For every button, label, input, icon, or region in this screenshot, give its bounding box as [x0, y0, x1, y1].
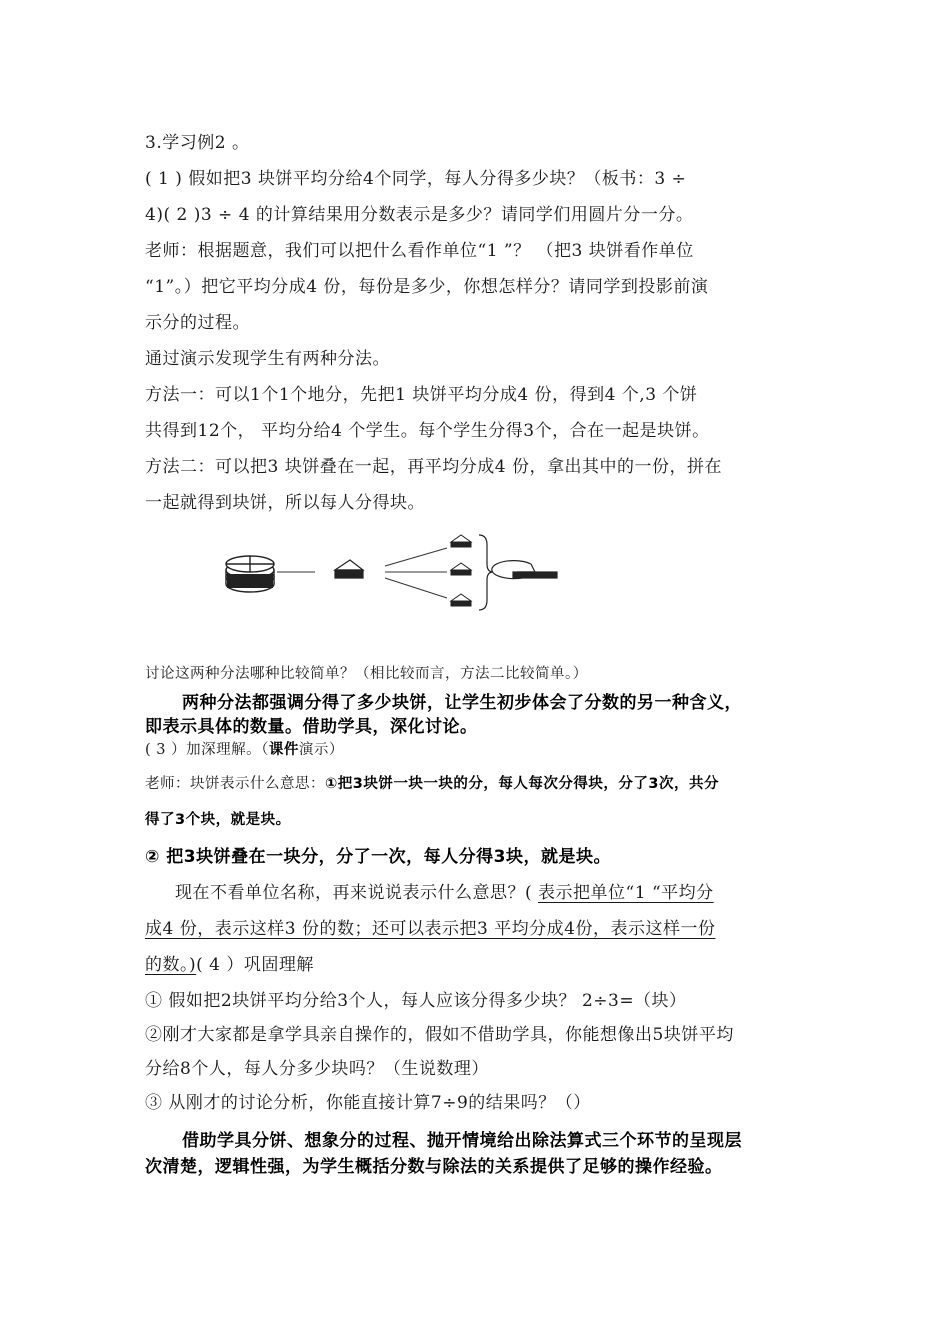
answer-one-start: ①把3块饼一块一块的分，每人每次分得块，分了3次，共分: [325, 776, 719, 792]
teacher-question: 老师：块饼表示什么意思：: [145, 776, 325, 792]
step-three-label: ( 3 ）加深理解。（: [145, 742, 269, 758]
section-heading: 3.学习例2 。: [145, 133, 250, 153]
single-slice-icon: [451, 535, 471, 606]
meaning-question: 现在不看单位名称，再来说说表示什么意思？(: [175, 883, 539, 903]
bold-comment-line: 即表示具体的数量。借助学具，深化讨论。: [145, 717, 478, 737]
discussion-line: 讨论这两种分法哪种比较简单？（相比较而言，方法二比较简单。）: [145, 666, 588, 682]
exercise-three: ③ 从刚才的讨论分析，你能直接计算7÷9的结果吗？（）: [145, 1093, 591, 1113]
answer-one-end: 得了3个块，就是块。: [145, 812, 291, 828]
step-three-line: [145, 738, 344, 759]
paragraph-line: 4)( 2 )3 ÷ 4 的计算结果用分数表示是多少？请同学们用圆片分一分。: [145, 205, 694, 225]
courseware-label: 课件: [268, 742, 299, 758]
paragraph-line: “1”。）把它平均分成4 份，每份是多少，你想怎样分？请同学到投影前演: [145, 277, 709, 297]
brace-icon: [479, 535, 493, 610]
paragraph-line: 通过演示发现学生有两种分法。: [145, 349, 390, 369]
meaning-answer-line: 成4 份，表示这样3 份的数；还可以表示把3 平均分成4份，表示这样一份: [145, 919, 716, 939]
combined-cake-icon: [492, 561, 557, 579]
split-arrows: [385, 548, 447, 598]
method-two-line: 方法二：可以把3 块饼叠在一起，再平均分成4 份，拿出其中的一份，拼在: [145, 457, 722, 477]
exercise-two: ②刚才大家都是拿学具亲自操作的，假如不借助学具，你能想像出5块饼平均: [145, 1025, 734, 1045]
cake-division-figure: [215, 520, 575, 630]
method-one-line: 方法一：可以1个1个地分，先把1 块饼平均分成4 份，得到4 个,3 个饼: [145, 385, 698, 405]
meaning-question-line: [175, 878, 714, 903]
stacked-slices-icon: [335, 560, 363, 578]
demo-label: 演示）: [298, 742, 344, 758]
stacked-cakes-icon: [226, 556, 274, 592]
paragraph-line: 老师：根据题意，我们可以把什么看作单位“1 ”？ （把3 块饼看作单位: [145, 241, 694, 261]
step-four-label: ( 4 ）巩固理解: [196, 955, 314, 975]
meaning-answer-end-line: [145, 950, 314, 975]
method-one-line: 共得到12个， 平均分给4 个学生。每个学生分得3个，合在一起是块饼。: [145, 421, 710, 441]
meaning-answer-start: 表示把单位“1 “平均分: [538, 883, 714, 903]
exercise-one: ① 假如把2块饼平均分给3个人，每人应该分得多少块？ 2÷3=（块）: [145, 991, 687, 1011]
bold-comment-line: 两种分法都强调分得了多少块饼，让学生初步体会了分数的另一种含义，: [182, 693, 742, 713]
method-two-line: 一起就得到块饼，所以每人分得块。: [145, 493, 425, 513]
summary-line: 借助学具分饼、想象分的过程、抛开情境给出除法算式三个环节的呈现层: [182, 1131, 742, 1151]
summary-line: 次清楚，逻辑性强，为学生概括分数与除法的关系提供了足够的操作经验。: [145, 1157, 723, 1177]
exercise-two-cont: 分给8个人，每人分多少块吗？（生说数理）: [145, 1059, 489, 1079]
answer-two: ② 把3块饼叠在一块分，分了一次，每人分得3块，就是块。: [145, 847, 611, 867]
meaning-answer-end: 的数。): [145, 955, 197, 975]
paragraph-line: ( 1 ) 假如把3 块饼平均分给4个同学，每人分得多少块？（板书：3 ÷: [145, 169, 687, 189]
paragraph-line: 示分的过程。: [145, 313, 250, 333]
teacher-question-line: [145, 772, 719, 793]
